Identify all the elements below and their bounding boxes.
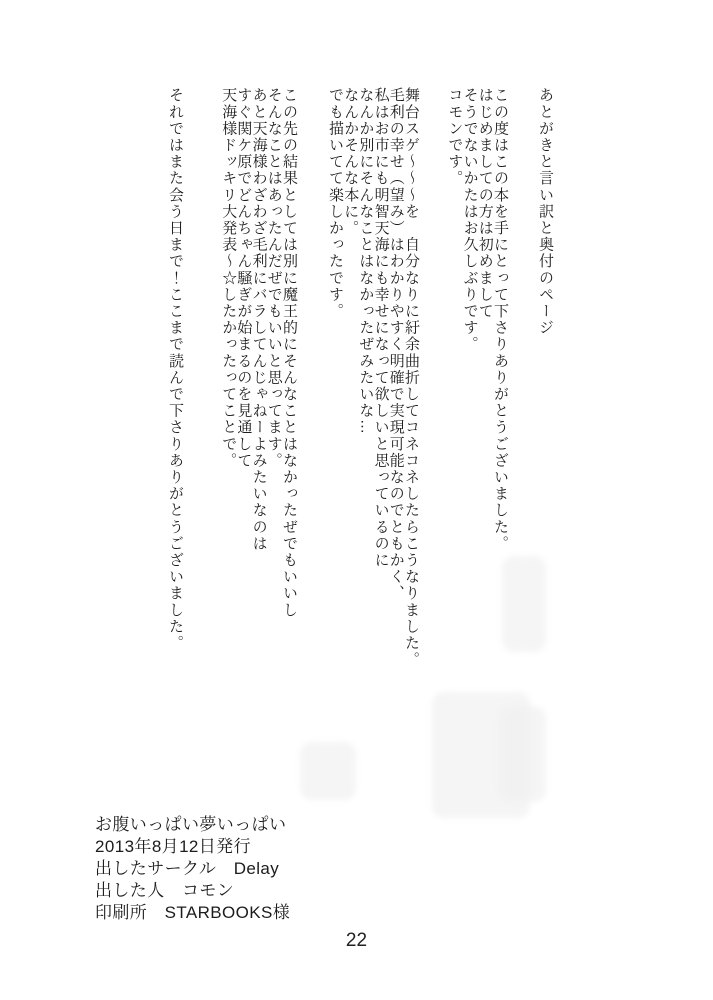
text-line: でも描いてて楽しかったです。	[326, 87, 344, 320]
text-line: なんかそんな本に。	[342, 87, 360, 237]
circle-name: 出したサークル Delay	[95, 859, 280, 878]
author-name: 出した人 コモン	[95, 881, 235, 900]
greeting-paragraph	[447, 87, 508, 727]
text-line: それではまた会う日まで！ここまで読んで下さりありがとうございました。	[167, 87, 184, 652]
text-line: すぐ関ケ原でどんちゃん騒ぎが始まるのを見通して	[235, 87, 253, 469]
text-line: この度はこの本を手にとって下さりありがとうございました。	[492, 87, 509, 552]
text-line: なんか別にそんなことはなかったぜみたいな…	[357, 87, 375, 436]
text-line: あと天海様わざわざ毛利にバラしてんじゃねーよみたいなのは	[250, 87, 268, 552]
text-line: そんなことはあったんだぜでもいいと思ってます。	[265, 87, 283, 469]
text-line: 舞台スゲ～～～を 自分なりに紆余曲折してコネコネしたらこうなりました。	[403, 87, 420, 668]
page-number: 22	[345, 930, 368, 951]
afterword-title-column	[538, 87, 553, 727]
afterthoughts-paragraph	[221, 87, 297, 727]
text-line: そうでないかたはお久しぶりです。	[461, 87, 479, 353]
text-line: 天海様ドッキリ大発表～☆したかったってことで。	[220, 87, 238, 469]
afterword-title: あとがきと言い訳と奥付のページ	[537, 87, 554, 336]
colophon	[95, 814, 290, 924]
book-title: お腹いっぱい夢いっぱい	[95, 815, 287, 834]
text-line: コモンです。	[446, 87, 464, 187]
commentary-paragraph	[328, 87, 419, 727]
farewell-paragraph	[168, 87, 183, 727]
bleedthrough-artifact	[300, 742, 356, 800]
text-line: 私はお市にも明智天海にも幸せになって欲しいと思っているのに	[372, 87, 390, 569]
printer-name: 印刷所 STARBOOKS様	[95, 903, 291, 922]
text-line: この先の結果としては別に魔王的にそんなことはなかったぜでもいいし	[281, 87, 298, 619]
text-line: 毛利の幸せ（望み）はわかりやすく明確で実現可能なのでともかく、	[387, 87, 405, 602]
issue-date: 2013年8月12日発行	[95, 837, 251, 856]
text-line: はじめましての方は初めまして	[476, 87, 494, 320]
